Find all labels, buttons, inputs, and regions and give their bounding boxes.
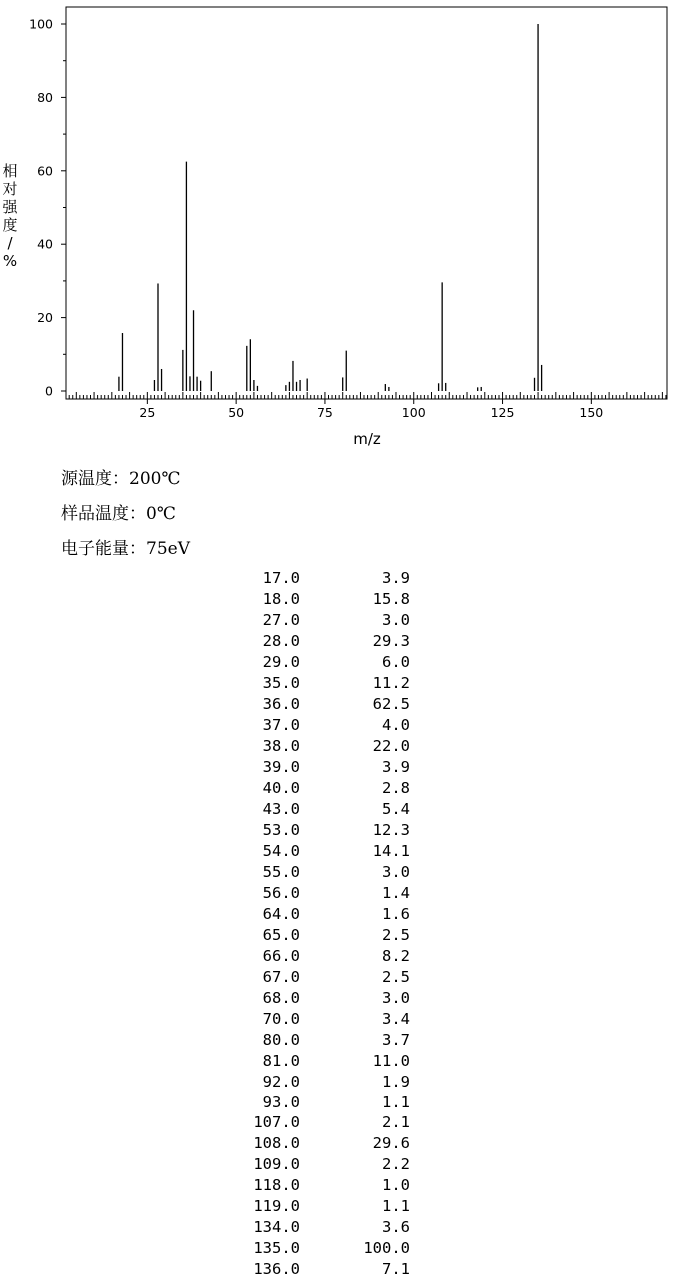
table-row bbox=[230, 946, 410, 967]
table-row bbox=[230, 1051, 410, 1072]
y-tick-label: 60 bbox=[37, 163, 53, 179]
spectrum-peaks bbox=[119, 24, 542, 391]
mz-value: 38.0 bbox=[262, 737, 300, 755]
y-tick-label: 40 bbox=[37, 236, 53, 252]
electron-energy: 电子能量：75eV bbox=[61, 539, 190, 559]
x-tick-label: 75 bbox=[316, 405, 333, 420]
x-tick-label: 100 bbox=[401, 405, 426, 420]
axes bbox=[61, 7, 667, 404]
source-temperature: 源温度：200℃ bbox=[61, 469, 181, 489]
table-row bbox=[230, 841, 410, 862]
relative-intensity-value: 1.6 bbox=[382, 905, 410, 923]
y-axis-label: 相对强度/ % bbox=[2, 162, 18, 270]
x-tick-label: 25 bbox=[139, 405, 156, 420]
relative-intensity-value: 2.5 bbox=[382, 926, 410, 944]
mz-value: 68.0 bbox=[262, 989, 300, 1007]
table-row bbox=[230, 1154, 410, 1175]
table-row bbox=[230, 1112, 410, 1133]
mz-value: 37.0 bbox=[262, 716, 300, 734]
plot-frame bbox=[66, 7, 667, 399]
relative-intensity-value: 14.1 bbox=[372, 842, 410, 860]
mz-value: 118.0 bbox=[253, 1176, 300, 1194]
relative-intensity-value: 4.0 bbox=[382, 716, 410, 734]
mz-value: 81.0 bbox=[262, 1052, 300, 1070]
x-tick-label: 50 bbox=[228, 405, 245, 420]
mz-value: 80.0 bbox=[262, 1031, 300, 1049]
relative-intensity-value: 11.2 bbox=[372, 674, 410, 692]
relative-intensity-value: 1.0 bbox=[382, 1176, 410, 1194]
mz-value: 65.0 bbox=[262, 926, 300, 944]
relative-intensity-value: 5.4 bbox=[382, 800, 410, 818]
mz-value: 54.0 bbox=[262, 842, 300, 860]
relative-intensity-value: 1.1 bbox=[382, 1197, 410, 1215]
table-row bbox=[230, 904, 410, 925]
relative-intensity-value: 2.5 bbox=[382, 968, 410, 986]
relative-intensity-value: 3.0 bbox=[382, 611, 410, 629]
relative-intensity-value: 29.3 bbox=[372, 632, 410, 650]
table-row bbox=[230, 673, 410, 694]
x-tick-label: 150 bbox=[579, 405, 604, 420]
relative-intensity-value: 3.0 bbox=[382, 863, 410, 881]
relative-intensity-value: 3.7 bbox=[382, 1031, 410, 1049]
relative-intensity-value: 1.1 bbox=[382, 1093, 410, 1111]
mz-value: 70.0 bbox=[262, 1010, 300, 1028]
relative-intensity-value: 3.9 bbox=[382, 758, 410, 776]
relative-intensity-value: 2.1 bbox=[382, 1113, 410, 1131]
table-row bbox=[230, 1196, 410, 1217]
table-row bbox=[230, 736, 410, 757]
mz-value: 108.0 bbox=[253, 1134, 300, 1152]
table-row bbox=[230, 1093, 410, 1112]
relative-intensity-value: 1.9 bbox=[382, 1073, 410, 1091]
mz-value: 134.0 bbox=[253, 1218, 300, 1236]
mz-value: 17.0 bbox=[262, 569, 300, 587]
table-row bbox=[230, 967, 410, 988]
relative-intensity-value: 3.9 bbox=[382, 569, 410, 587]
mz-value: 28.0 bbox=[262, 632, 300, 650]
relative-intensity-value: 3.0 bbox=[382, 989, 410, 1007]
table-row bbox=[230, 1009, 410, 1030]
mz-value: 56.0 bbox=[262, 884, 300, 902]
x-tick-label: 125 bbox=[490, 405, 515, 420]
mz-value: 67.0 bbox=[262, 968, 300, 986]
mz-value: 53.0 bbox=[262, 821, 300, 839]
table-row bbox=[230, 652, 410, 673]
mz-value: 36.0 bbox=[262, 695, 300, 713]
table-row bbox=[230, 1072, 410, 1093]
y-tick-label: 0 bbox=[45, 383, 53, 399]
y-tick-label: 80 bbox=[37, 89, 53, 105]
table-row bbox=[230, 820, 410, 841]
y-tick-label: 100 bbox=[29, 16, 53, 32]
x-minor-ticks bbox=[69, 392, 666, 399]
table-row bbox=[230, 1133, 410, 1154]
table-row bbox=[230, 862, 410, 883]
relative-intensity-value: 12.3 bbox=[372, 821, 410, 839]
mz-value: 29.0 bbox=[262, 653, 300, 671]
relative-intensity-value: 29.6 bbox=[372, 1134, 410, 1152]
relative-intensity-value: 15.8 bbox=[372, 590, 410, 608]
table-row bbox=[230, 1238, 410, 1259]
table-row bbox=[230, 568, 410, 589]
mz-value: 43.0 bbox=[262, 800, 300, 818]
mz-value: 18.0 bbox=[262, 590, 300, 608]
table-row bbox=[230, 1259, 410, 1280]
relative-intensity-value: 62.5 bbox=[372, 695, 410, 713]
table-row bbox=[230, 694, 410, 715]
table-row bbox=[230, 1030, 410, 1051]
y-tick-label: 20 bbox=[37, 310, 53, 326]
sample-temperature: 样品温度：0℃ bbox=[61, 504, 176, 524]
mz-value: 39.0 bbox=[262, 758, 300, 776]
mz-value: 40.0 bbox=[262, 779, 300, 797]
relative-intensity-value: 1.4 bbox=[382, 884, 410, 902]
mz-value: 93.0 bbox=[262, 1093, 300, 1111]
table-row bbox=[230, 1217, 410, 1238]
mass-spectrum-chart bbox=[0, 0, 680, 460]
relative-intensity-value: 11.0 bbox=[372, 1052, 410, 1070]
axis-labels bbox=[2, 17, 603, 449]
relative-intensity-value: 8.2 bbox=[382, 947, 410, 965]
table-row bbox=[230, 925, 410, 946]
relative-intensity-value: 6.0 bbox=[382, 653, 410, 671]
mz-value: 55.0 bbox=[262, 863, 300, 881]
mz-value: 136.0 bbox=[253, 1260, 300, 1278]
relative-intensity-value: 100.0 bbox=[363, 1239, 410, 1257]
table-row bbox=[230, 883, 410, 904]
mz-value: 64.0 bbox=[262, 905, 300, 923]
mz-value: 35.0 bbox=[262, 674, 300, 692]
peak-table bbox=[230, 568, 410, 1280]
acquisition-parameters bbox=[61, 466, 190, 571]
table-row bbox=[230, 610, 410, 631]
mz-value: 107.0 bbox=[253, 1113, 300, 1131]
relative-intensity-value: 7.1 bbox=[382, 1260, 410, 1278]
relative-intensity-value: 3.4 bbox=[382, 1010, 410, 1028]
table-row bbox=[230, 631, 410, 652]
relative-intensity-value: 3.6 bbox=[382, 1218, 410, 1236]
table-row bbox=[230, 757, 410, 778]
table-row bbox=[230, 799, 410, 820]
relative-intensity-value: 2.2 bbox=[382, 1155, 410, 1173]
mz-value: 66.0 bbox=[262, 947, 300, 965]
table-row bbox=[230, 1175, 410, 1196]
relative-intensity-value: 22.0 bbox=[372, 737, 410, 755]
table-row bbox=[230, 715, 410, 736]
table-row bbox=[230, 589, 410, 610]
table-row bbox=[230, 988, 410, 1009]
table-row bbox=[230, 778, 410, 799]
mz-value: 109.0 bbox=[253, 1155, 300, 1173]
mz-value: 135.0 bbox=[253, 1239, 300, 1257]
x-axis-label: m/z bbox=[353, 430, 381, 448]
mz-value: 119.0 bbox=[253, 1197, 300, 1215]
mz-value: 92.0 bbox=[262, 1073, 300, 1091]
mz-value: 27.0 bbox=[262, 611, 300, 629]
relative-intensity-value: 2.8 bbox=[382, 779, 410, 797]
